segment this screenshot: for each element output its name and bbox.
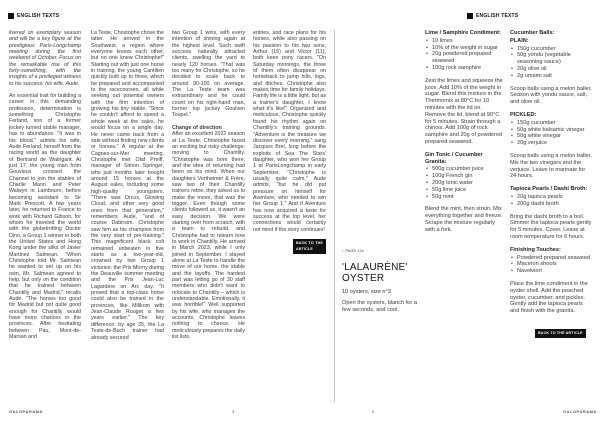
header-square-icon bbox=[467, 13, 473, 19]
recipe-title: 'LALAURÈNE' OYSTER bbox=[342, 262, 408, 284]
ingredient-list bbox=[510, 255, 592, 275]
recipe-subheading: PLAIN: bbox=[510, 37, 529, 44]
article-paragraph: La Teste, Christophe chose the latter. He arrived in the Southwest, a region where everyone knows each other, but no one knew Christophe!" Starting out with just one horse in training, the young Cantilien quickly built up to three, which he prepared and accompanied to the racecourses, all while seeking out potential owners with the firm intention of growing his tiny stable. "Since he couldn't afford to spend a whole week at the sales, he would focus on a single day. He never came back from a sale without finding new clients or horses." A regular at the Cagnes-sur-Mer meeting, Christophe met Olaf Preiff, manager of Simon Springer, who just months later bought around 15 horses at the August sales, including some high-quality youngsters. "There was Orcus, Glowing Cloud, and other very good ones from that generation," remembers Aude, "and of course Dabirsim. Christophe saw him as his champion from the very start of pre-training." This magnificent black colt remained unbeaten in five starts as a two-year-old, crowned by two Group 1 victories: the Prix Morny during the Deauville summer meeting and the Prix Jean-Luc Lagardère on Arc day. "It proved that a top-class horse could also be trained in the provinces, like Millkom with Jean-Claude Rouget a few years earlier." The key difference: by age 35, the La Teste-de-Buch trainer had already secured bbox=[91, 30, 164, 341]
recipe-step: Scoop balls using a melon baller. Mix the two vinegars and the verjuice. Leave to marinate for 24 hours. bbox=[510, 152, 592, 180]
recipe-heading: Cucumber Balls: bbox=[510, 30, 555, 36]
footer-logo-left: GALOPARAMA bbox=[9, 409, 43, 414]
recipe-step: Place the lime condiment in the oyster shell. Add the poached oyster, cucumber, and pickles. Gently add the tapioca pearls and finish with the granita. bbox=[510, 280, 588, 315]
ingredient-item: • 50g lime juice bbox=[425, 187, 504, 194]
ingredient-item: • 50g white vinegar bbox=[510, 133, 592, 140]
ingredient-item: • 20g powdered prepared seaweed bbox=[425, 51, 504, 65]
recipe-column-1 bbox=[342, 300, 418, 320]
section-label: ENGLISH TEXTS bbox=[17, 12, 60, 19]
recipe-heading: Gin Tonic / Cucumber Granita: bbox=[425, 151, 483, 165]
section-header-left bbox=[8, 10, 59, 21]
ingredient-list bbox=[510, 46, 592, 80]
arrow-right-icon: › bbox=[342, 248, 344, 253]
ingredient-item: • 2g umami salt bbox=[510, 73, 592, 80]
recipe-page-ref bbox=[342, 248, 364, 253]
ingredient-item: • 50g white balsamic vinegar bbox=[510, 127, 592, 134]
article-paragraph: entries, and race plans for his horses, while also passing on his passion to his two sons, Arthur (15) and Victor (11), both keen pony racers. "On Saturday mornings, the three of them often disappear on horseback to jump hills, logs, and ditches. Christophe also makes time for family holidays. Family life is a little light, but as a trainer's daughter, I know what it's like!" Organized and meticulous, Christophe quickly found his rhythm again on Chantilly's training grounds. "Adventure is the treasure we discover every morning," sang Jacques Brel, long before the exploits of Sea The Stars' daughter, who won her Group 1 at ParisLongchamp in early September. "Christophe is usually quite calm," Aude admits, "but he did put pressure on himself for Aventure, who needed to win her Group 1." And if Aventure has now acquired a taste for success at the top level, her connections would certainly not mind if the story continues! bbox=[253, 30, 327, 233]
header-square-icon bbox=[8, 13, 14, 19]
section-header-right bbox=[467, 10, 518, 21]
back-to-article-button[interactable]: BACK TO THE ARTICLE bbox=[535, 329, 586, 338]
article-column-3 bbox=[172, 30, 245, 347]
recipe-step: Scoop balls using a melon baller. Season with yondu sauce, salt, and olive oil. bbox=[510, 85, 592, 106]
ingredient-item: • 500g cucumber juice bbox=[425, 166, 504, 173]
recipe-subheading: PICKLED: bbox=[510, 111, 537, 118]
recipe-column-3 bbox=[510, 30, 592, 338]
page-number-left: 3 bbox=[232, 409, 235, 414]
article-paragraph: two Group 1 wins, with every intention of shining again at the highest level. Such swift success naturally attracted clients, swelling the yard to nearly 120 horses. "That was too many for Christophe, so he decided to scale back to around 90-100 on average. The La Teste team was extraordinary and he could count on his right-hand man, former top jockey Goulven Toupel." bbox=[172, 30, 245, 119]
page-divider bbox=[334, 30, 335, 402]
article-paragraph: After an excellent 2022 season at La Teste, Christophe faced an exciting but risky challenge: moving to Chantilly. "Christophe was born there, and the idea of returning had been on his mind. When our daughters Vertheimer & Frère, saw two of their Chantilly trainers retire, they asked us to make the move, that was the trigger. Even though some clients followed us, it wasn't an easy decision. We were starting over from scratch, with a team to rebuild, and Christophe had to relearn how to work in Chantilly. He arrived in March 2023, while I only joined in September. I stayed alone at La Teste to handle the move of our home, the stable and the layoffs. The hardest part was letting go of 30 staff members who didn't want to relocate to Chantilly – which is understandable. Emotionally, it was horrible!" Well supported by his wife, who manages the accounts, Christophe leaves nothing to chance. He meticulously prepares the daily list lists, bbox=[172, 131, 245, 341]
back-to-article-button[interactable]: BACK TO THE ARTICLE bbox=[293, 239, 326, 254]
ingredient-list bbox=[425, 166, 504, 200]
recipe-step: Blend the mint, then strain. Mix everything together and freeze. Scrape the mixture regularly with a fork. bbox=[425, 206, 503, 233]
article-column-2 bbox=[91, 30, 164, 347]
recipe-column-2 bbox=[425, 30, 504, 240]
recipe-step: Zest the limes and squeeze the juice. Add 10% of the weight in sugar. Blend this mixture in the Thermomix at 80°C for 10 minutes with the lid on. Remove the lid, blend at 90°C for 5 minutes. Strain through a chinois. Add 100g of rock samphire and 20g of powdered prepared seaweed. bbox=[425, 77, 503, 145]
ingredient-list bbox=[425, 38, 504, 72]
footer-logo-right: GALOPARAMA bbox=[563, 409, 597, 414]
page-ref-label: PAGE 124 bbox=[345, 248, 364, 253]
recipe-heading: Finishing Touches: bbox=[510, 246, 561, 253]
ingredient-item: • 10 limes bbox=[425, 38, 504, 45]
ingredient-item: • 20g olive oil bbox=[510, 66, 592, 73]
recipe-heading: Tapioca Pearls / Dashi Broth: bbox=[510, 186, 588, 193]
ingredient-item: • 100g French gin bbox=[425, 173, 504, 180]
ingredient-item: • 20g tapioca pearls bbox=[510, 194, 592, 201]
section-label: ENGLISH TEXTS bbox=[476, 12, 519, 19]
recipe-heading: Lime / Samphire Condiment: bbox=[425, 30, 501, 36]
ingredient-item: • 50g mint bbox=[425, 194, 504, 201]
article-intro: livered on exemplary season and will be a key figure at the prestigious Paris-Longchamp meeting during the first weekend of October. Focus on the remarkable rise of this forty-something, with the insights of a privileged witness to his success: his wife, Aude. bbox=[9, 30, 81, 87]
ingredient-list bbox=[510, 194, 592, 208]
article-column-1 bbox=[9, 30, 81, 347]
ingredient-item: • Maceron shoots bbox=[510, 261, 592, 268]
recipe-subtitle: 10 oysters, size n°3 bbox=[342, 289, 391, 295]
recipe-step: Open the oysters, blanch for a few seconds, and cool. bbox=[342, 300, 417, 313]
ingredient-list bbox=[510, 120, 592, 147]
ingredient-item: • 150g cucumber bbox=[510, 120, 592, 127]
ingredient-item: • 100g rock samphire bbox=[425, 65, 504, 72]
article-paragraph: An essential trait for building a career in this demanding profession, determination is something Christophe Ferland, son of a former jockey turned stable manager, has in abundance. "It was in his blood," admits his wife, Aude Ferland, herself from the racing world as the daughter of Bertrand de Watrigant. At just 17, the young man from Gouvieux crossed the Channel to join the stables of Charlie Mann and Peter Walwyn in Lambourn, before becoming assistant to Sir Mark Prescott. A few years later, he returned to France to work with Richard Gibson, for whom he traveled the world with the globetrotting Doctor Dino, a Group 1 winner in both the United States and Hong Kong under the silks of Javier Martinez Salmean. "When Christophe told Mr. Salmean he wanted to set up on his own, Mr. Salmean agreed to help, but only on the condition that he trained between Chantilly and Madrid," recalls Aude. "The horses too good for Madrid but not quite good enough for Chantilly would have more chances in the provinces. After hesitating between Pau, Mont-de-Marsan and bbox=[9, 93, 81, 341]
ingredient-item: • Navelwort bbox=[510, 268, 592, 275]
ingredient-item: • 50g yondu (vegetable seasoning sauce) bbox=[510, 52, 592, 66]
ingredient-item: • 200g dashi broth bbox=[510, 201, 592, 208]
article-subheading: Change of direction bbox=[172, 124, 222, 131]
ingredient-item: • 200g tonic water bbox=[425, 180, 504, 187]
ingredient-item: • 10% of the weight in sugar bbox=[425, 45, 504, 52]
page-number-right: 5 bbox=[372, 409, 375, 414]
article-column-4 bbox=[253, 30, 326, 254]
ingredient-item: • 150g cucumber bbox=[510, 46, 592, 53]
ingredient-item: • 20g verjuice bbox=[510, 140, 592, 147]
ingredient-item: • Powdered prepared seaweed bbox=[510, 255, 592, 262]
recipe-step: Bring the dashi broth to a boil. Simmer the tapioca pearls gently for 5 minutes. Cover. Leave at room temperature for 6 hours. bbox=[510, 213, 592, 240]
